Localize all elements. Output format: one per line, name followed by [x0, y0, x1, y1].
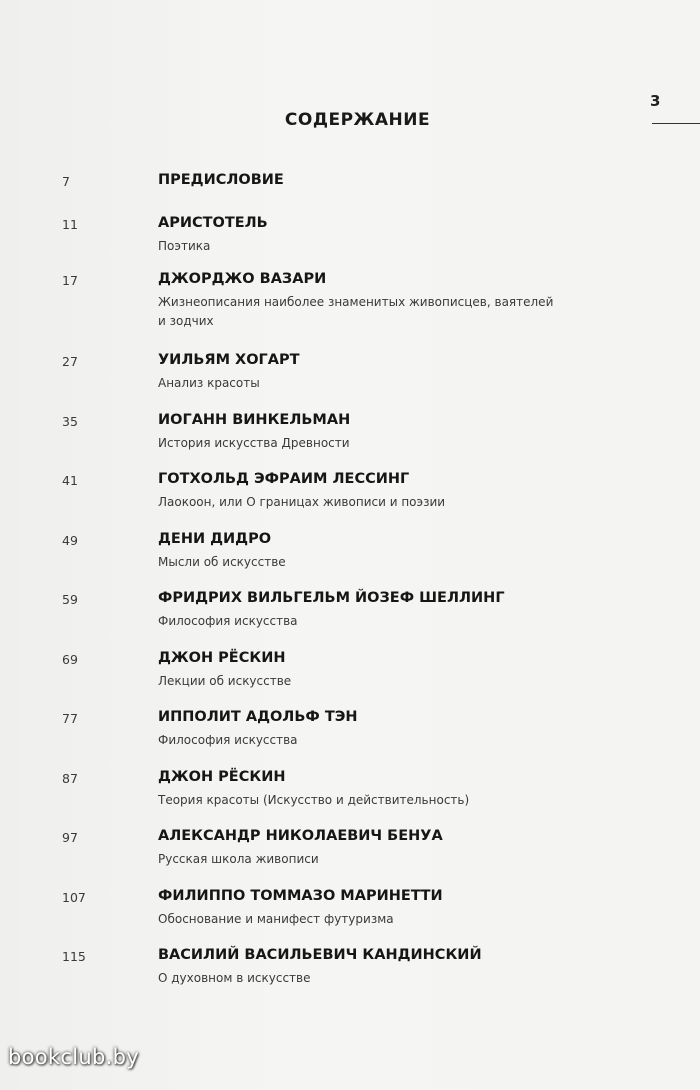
toc-entry — [0, 590, 700, 650]
toc-work-title: Анализ красоты — [158, 376, 260, 390]
toc-work-title: Обоснование и манифест футуризма — [158, 911, 394, 926]
toc-work-title: Лекции об искусстве — [158, 673, 292, 688]
toc-work-title: О духовном в искусстве — [158, 971, 311, 985]
toc-entry — [0, 271, 700, 352]
toc-work-title: Мысли об искусстве — [158, 554, 286, 569]
toc-entry — [0, 215, 700, 271]
toc-page-number: 17 — [62, 273, 78, 288]
toc-page-number: 27 — [62, 354, 78, 369]
toc-work-title: Философия искусства — [158, 614, 298, 628]
toc-list — [0, 172, 700, 1007]
toc-author: ФИЛИППО ТОММАЗО МАРИНЕТТИ — [158, 887, 443, 904]
site-watermark: bookclub.by — [8, 1045, 139, 1069]
toc-entry — [0, 412, 700, 472]
toc-entry — [0, 531, 700, 591]
toc-page-number: 41 — [62, 473, 78, 488]
toc-page-number: 87 — [62, 770, 78, 786]
toc-page-number: 59 — [62, 592, 78, 607]
toc-work-title: Лаокоон, или О границах живописи и поэзии — [158, 495, 446, 509]
toc-entry — [0, 828, 700, 888]
toc-author: АЛЕКСАНДР НИКОЛАЕВИЧ БЕНУА — [158, 828, 443, 844]
toc-work-title: Поэтика — [158, 239, 211, 253]
toc-page-number: 115 — [62, 949, 86, 964]
toc-author: ИППОЛИТ АДОЛЬФ ТЭН — [158, 709, 358, 725]
toc-entry — [0, 888, 700, 948]
toc-author: ДЖОН РЁСКИН — [158, 768, 286, 785]
toc-entry — [0, 471, 700, 531]
toc-author: ДЖОН РЁСКИН — [158, 649, 286, 666]
toc-page-number: 69 — [62, 651, 78, 667]
toc-author: УИЛЬЯМ ХОГАРТ — [158, 352, 300, 368]
toc-author: ДЕНИ ДИДРО — [158, 530, 272, 547]
toc-entry — [0, 947, 700, 1007]
toc-author: ФРИДРИХ ВИЛЬГЕЛЬМ ЙОЗЕФ ШЕЛЛИНГ — [158, 590, 505, 606]
toc-work-title: Теория красоты (Искусство и действительность) — [158, 792, 470, 807]
toc-page-number: 11 — [62, 217, 78, 232]
toc-page-number: 35 — [62, 413, 78, 429]
toc-entry — [0, 650, 700, 710]
toc-author: ГОТХОЛЬД ЭФРАИМ ЛЕССИНГ — [158, 471, 410, 487]
toc-work-title: Философия искусства — [158, 733, 298, 747]
toc-work-title: Жизнеописания наиболее знаменитых живописцев, ваятелей и зодчих — [158, 295, 554, 328]
toc-title: СОДЕРЖАНИЕ — [284, 110, 431, 130]
page-number: 3 — [650, 92, 661, 110]
toc-author: ВАСИЛИЙ ВАСИЛЬЕВИЧ КАНДИНСКИЙ — [158, 947, 482, 963]
toc-page-number: 49 — [62, 532, 78, 548]
toc-page-number: 77 — [62, 711, 78, 726]
toc-work-title: История искусства Древности — [158, 435, 350, 450]
toc-entry — [0, 709, 700, 769]
toc-page-number: 7 — [62, 174, 70, 189]
toc-entry — [0, 172, 700, 215]
toc-author: АРИСТОТЕЛЬ — [158, 215, 268, 231]
toc-entry — [0, 352, 700, 412]
toc-page-number: 107 — [62, 889, 86, 905]
toc-work-title: Русская школа живописи — [158, 852, 319, 866]
toc-author: ПРЕДИСЛОВИЕ — [158, 172, 284, 188]
toc-page-number: 97 — [62, 830, 78, 845]
toc-author: ДЖОРДЖО ВАЗАРИ — [158, 271, 327, 287]
toc-entry — [0, 769, 700, 829]
toc-author: ИОГАНН ВИНКЕЛЬМАН — [158, 411, 351, 428]
